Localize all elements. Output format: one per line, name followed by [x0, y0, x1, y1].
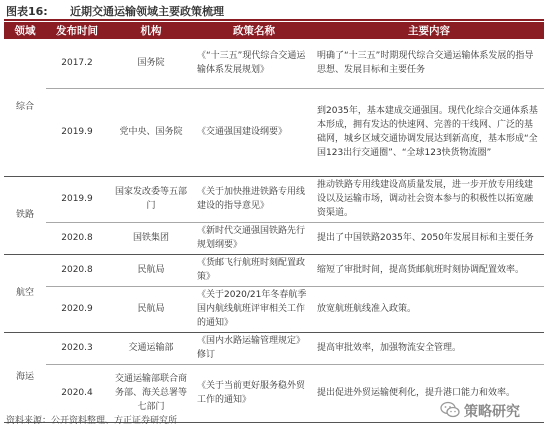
column-header-content: 主要内容: [314, 22, 544, 39]
figure-title-bar: [4, 2, 544, 21]
table-header-row: [4, 22, 544, 39]
policy-cell: 《交通强国建设纲要》: [194, 88, 314, 176]
org-cell: 国务院: [108, 39, 194, 88]
date-cell: 2019.9: [46, 176, 108, 222]
table-row: [4, 176, 544, 222]
date-cell: 2020.4: [46, 364, 108, 422]
wechat-icon: [440, 401, 460, 419]
column-header-field: 领域: [4, 22, 46, 39]
table-row: [4, 39, 544, 88]
field-cell: 铁路: [4, 176, 46, 254]
date-cell: 2020.9: [46, 286, 108, 332]
content-cell: 到2035年，基本建成交通强国。现代化综合交通体系基本形成，拥有发达的快速网、完善的干线网、广泛的基础网，城乡区域交通协调发展达到新高度，基本形成“全国123出行交通圈”、“全球123快货物流圈”: [314, 88, 544, 176]
content-cell: 放宽航班航线准入政策。: [314, 286, 544, 332]
watermark-text: 策略研究: [464, 404, 520, 420]
column-header-date: 发布时间: [46, 22, 108, 39]
column-header-policy: 政策名称: [194, 22, 314, 39]
date-cell: 2020.8: [46, 254, 108, 286]
policy-cell: 《货邮飞行航班时刻配置政策》: [194, 254, 314, 286]
table-row: [4, 286, 544, 332]
watermark: [440, 400, 545, 422]
policy-cell: 《新时代交通强国铁路先行规划纲要》: [194, 222, 314, 254]
table-row: [4, 88, 544, 176]
policy-table: [4, 22, 544, 423]
org-cell: 党中央、国务院: [108, 88, 194, 176]
content-cell: 明确了“十三五”时期现代综合交通运输体系发展的指导思想、发展目标和主要任务: [314, 39, 544, 88]
policy-cell: 《关于当前更好服务稳外贸工作的通知》: [194, 364, 314, 422]
date-cell: 2020.3: [46, 332, 108, 364]
content-cell: 推动铁路专用线建设高质量发展，进一步开放专用线建设以及运输市场，调动社会资本参与的积极性以拓宽融资渠道。: [314, 176, 544, 222]
table-row: [4, 332, 544, 364]
org-cell: 交通运输部联合商务部、海关总署等七部门: [108, 364, 194, 422]
column-header-org: 机构: [108, 22, 194, 39]
org-cell: 民航局: [108, 254, 194, 286]
date-cell: 2019.9: [46, 88, 108, 176]
field-cell: 海运: [4, 332, 46, 422]
content-cell: 提出促进外贸运输便利化，提升港口能力和效率。: [314, 364, 544, 422]
org-cell: 交通运输部: [108, 332, 194, 364]
field-cell: 综合: [4, 39, 46, 176]
content-cell: 提出了中国铁路2035年、2050年发展目标和主要任务: [314, 222, 544, 254]
content-cell: 缩短了审批时间，提高货邮航班时刻协调配置效率。: [314, 254, 544, 286]
policy-cell: 《关于加快推进铁路专用线建设的指导意见》: [194, 176, 314, 222]
policy-cell: 《关于2020/21年冬春航季国内航线航班评审相关工作的通知》: [194, 286, 314, 332]
table-row: [4, 222, 544, 254]
figure-title: 近期交通运输领域主要政策梳理: [70, 5, 224, 18]
date-cell: 2017.2: [46, 39, 108, 88]
field-cell: 航空: [4, 254, 46, 332]
figure-number: 图表16:: [6, 5, 48, 18]
org-cell: 民航局: [108, 286, 194, 332]
policy-cell: 《“十三五”现代综合交通运输体系发展规划》: [194, 39, 314, 88]
policy-cell: 《国内水路运输管理规定》修订: [194, 332, 314, 364]
org-cell: 国铁集团: [108, 222, 194, 254]
source-note: 资料来源：公开资料整理、方正证券研究所: [6, 416, 178, 426]
table-row: [4, 254, 544, 286]
date-cell: 2020.8: [46, 222, 108, 254]
content-cell: 提高审批效率，加强物流安全管理。: [314, 332, 544, 364]
org-cell: 国家发改委等五部门: [108, 176, 194, 222]
